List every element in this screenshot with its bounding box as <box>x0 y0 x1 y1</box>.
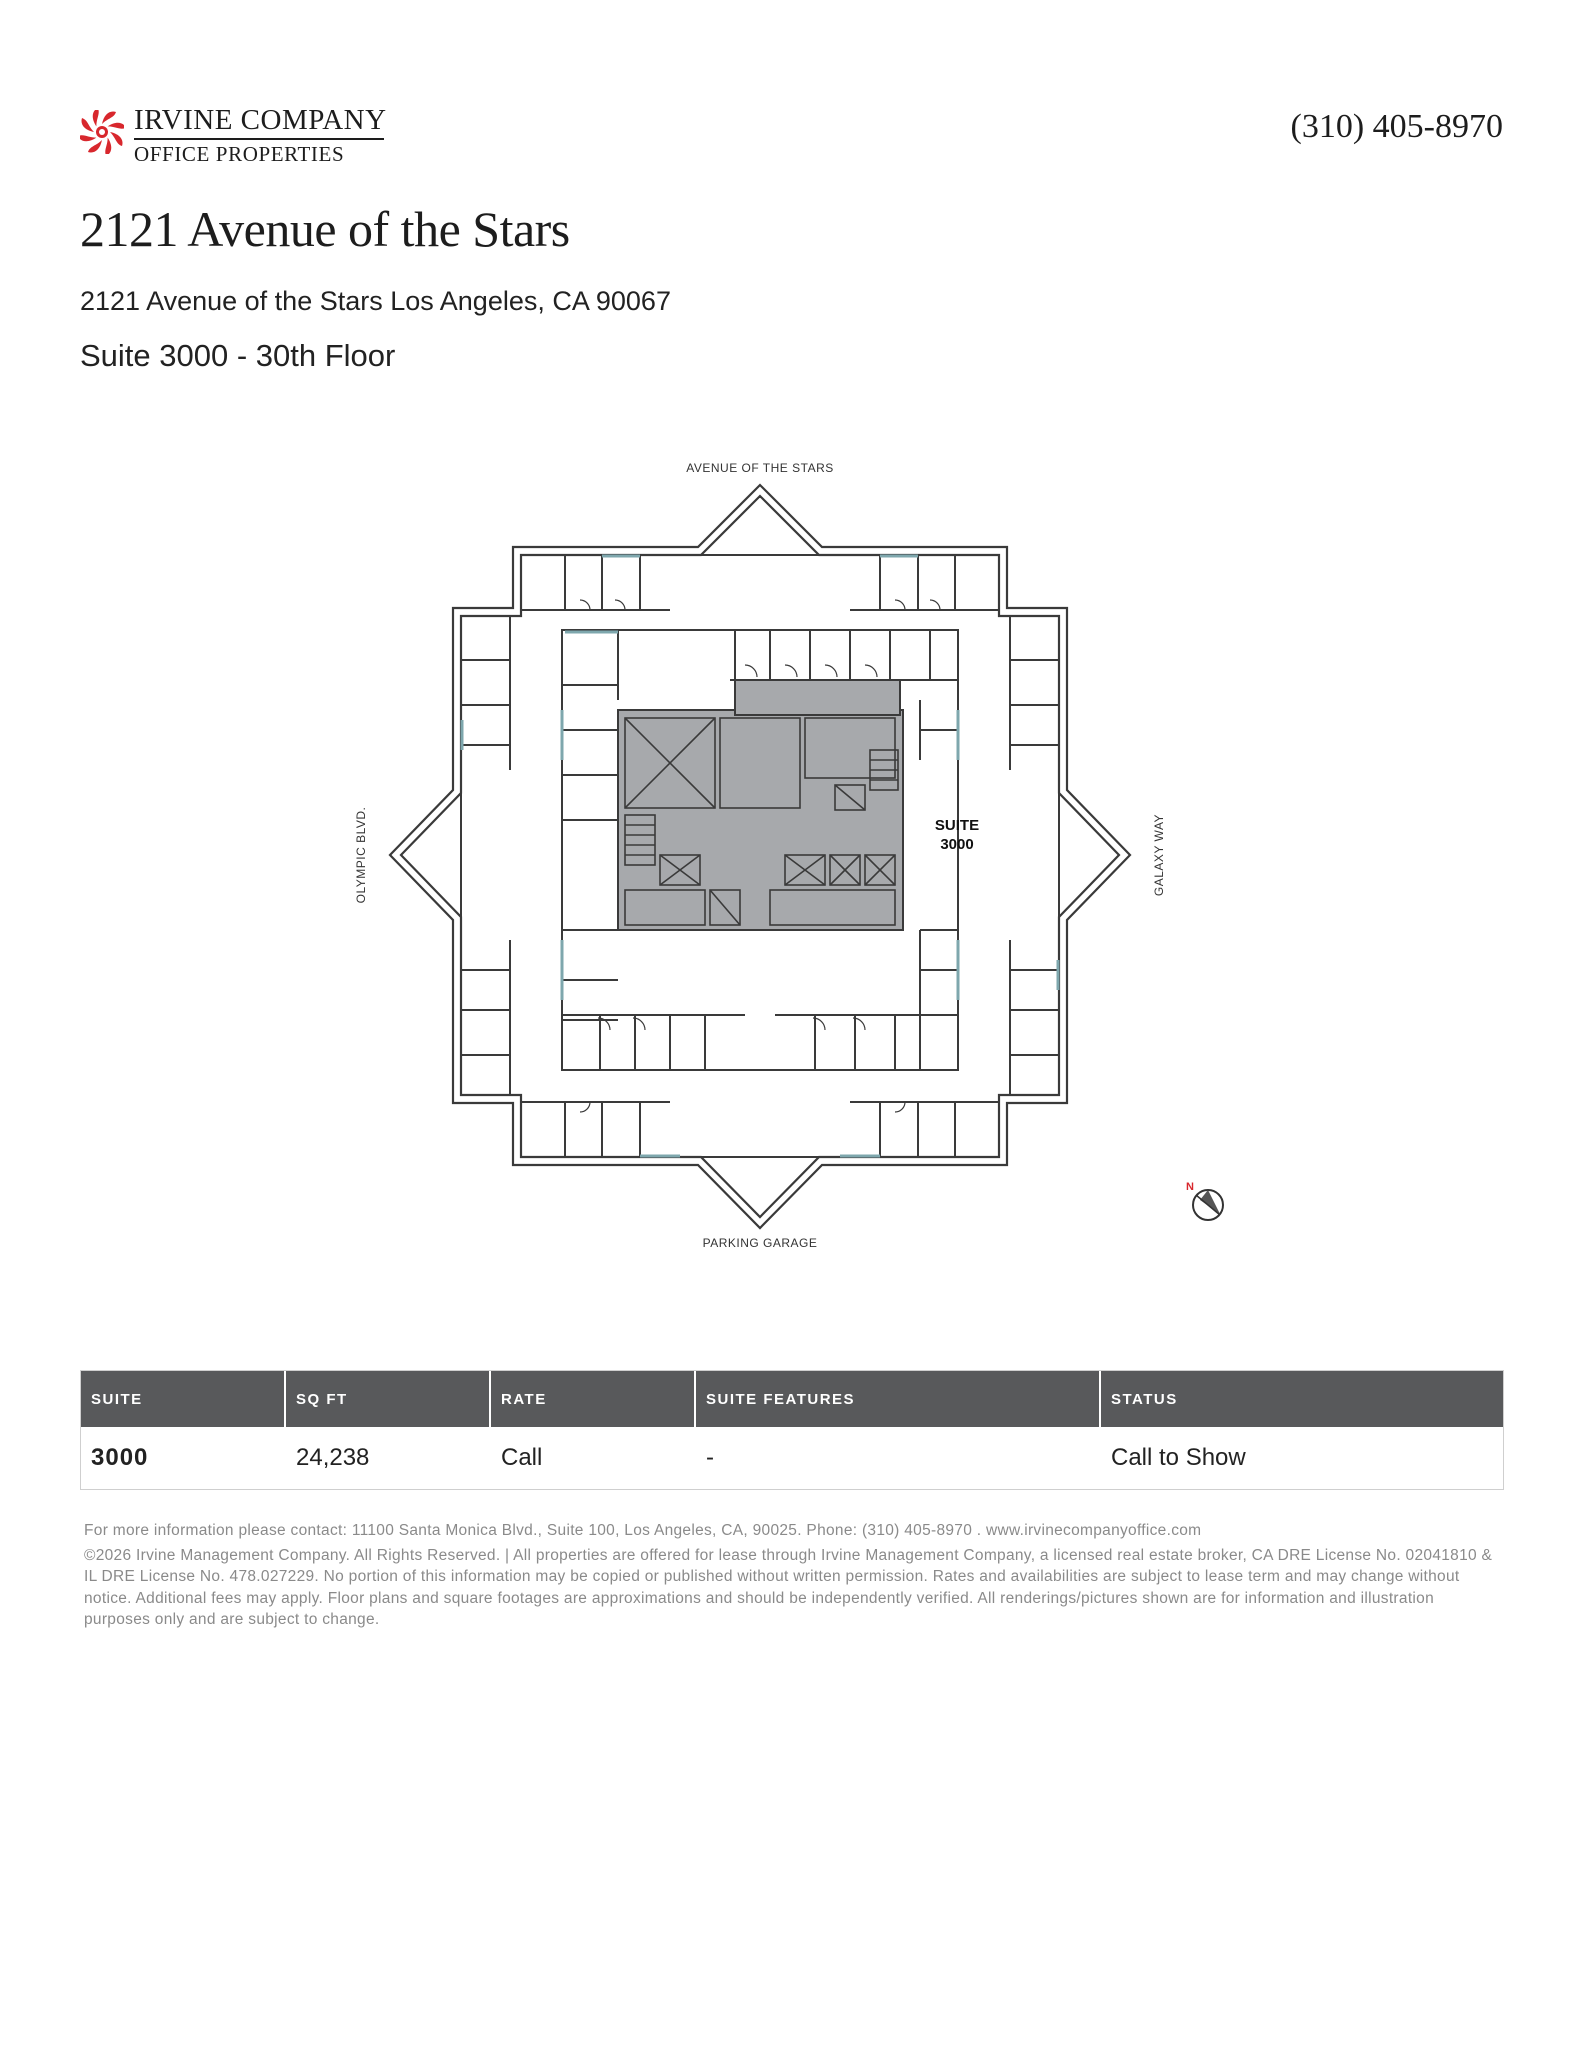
street-label-left: OLYMPIC BLVD. <box>354 806 368 904</box>
page-title: 2121 Avenue of the Stars <box>80 201 570 257</box>
footer-contact: For more information please contact: 11100 Santa Monica Blvd., Suite 100, Los Angeles, CA, 90025. Phone: (310) 405-8970 . www.irvinecompanyoffice.com <box>84 1522 1202 1539</box>
street-label-top: AVENUE OF THE STARS <box>686 461 834 475</box>
table-header <box>81 1371 1503 1427</box>
header-rate: RATE <box>491 1371 696 1427</box>
compass-icon <box>1193 1190 1223 1220</box>
street-label-bottom: PARKING GARAGE <box>702 1236 818 1250</box>
logo-text-company: IRVINE COMPANY <box>134 104 387 136</box>
header-features: SUITE FEATURES <box>696 1371 1101 1427</box>
cell-features: - <box>706 1444 714 1471</box>
north-label: N <box>1186 1181 1194 1193</box>
availability-table <box>80 1370 1504 1490</box>
suite-floor-label: Suite 3000 - 30th Floor <box>80 338 396 373</box>
cell-sqft: 24,238 <box>296 1444 370 1471</box>
phone-number[interactable]: (310) 405-8970 <box>1290 108 1503 145</box>
header-status: STATUS <box>1111 1390 1178 1408</box>
header-suite: SUITE <box>81 1371 286 1427</box>
cell-suite: 3000 <box>91 1444 149 1471</box>
building-core <box>618 680 903 930</box>
cell-rate: Call <box>501 1444 543 1471</box>
footer-disclaimer: ©2026 Irvine Management Company. All Rights Reserved. | All properties are offered for lease through Irvine Management Company, a licensed real estate broker, CA DRE License No. 02041810 & IL DRE License No. 478.027229. No portion of this information may be copied or published without written permission. Rates and availabilities are subject to lease term and may change without notice. Additional fees may apply. Floor plans and square footages are approximations and should be independently verified. All renderings/pictures shown are for information and illustration purposes only and are subject to change. <box>84 1546 1493 1628</box>
company-logo <box>80 104 400 166</box>
cell-status: Call to Show <box>1111 1444 1246 1471</box>
street-label-right: GALAXY WAY <box>1152 813 1166 897</box>
footer <box>84 1520 1504 1631</box>
logo-divider <box>134 138 384 140</box>
property-address: 2121 Avenue of the Stars Los Angeles, CA 90067 <box>80 286 671 316</box>
floor-plan <box>340 460 1240 1250</box>
suite-label-line1: SUITE <box>934 817 980 834</box>
header-sqft: SQ FT <box>286 1371 491 1427</box>
logo-text-division: OFFICE PROPERTIES <box>134 142 345 166</box>
suite-label-line2: 3000 <box>940 836 974 853</box>
flower-icon <box>80 110 124 154</box>
table-row <box>81 1427 1503 1489</box>
